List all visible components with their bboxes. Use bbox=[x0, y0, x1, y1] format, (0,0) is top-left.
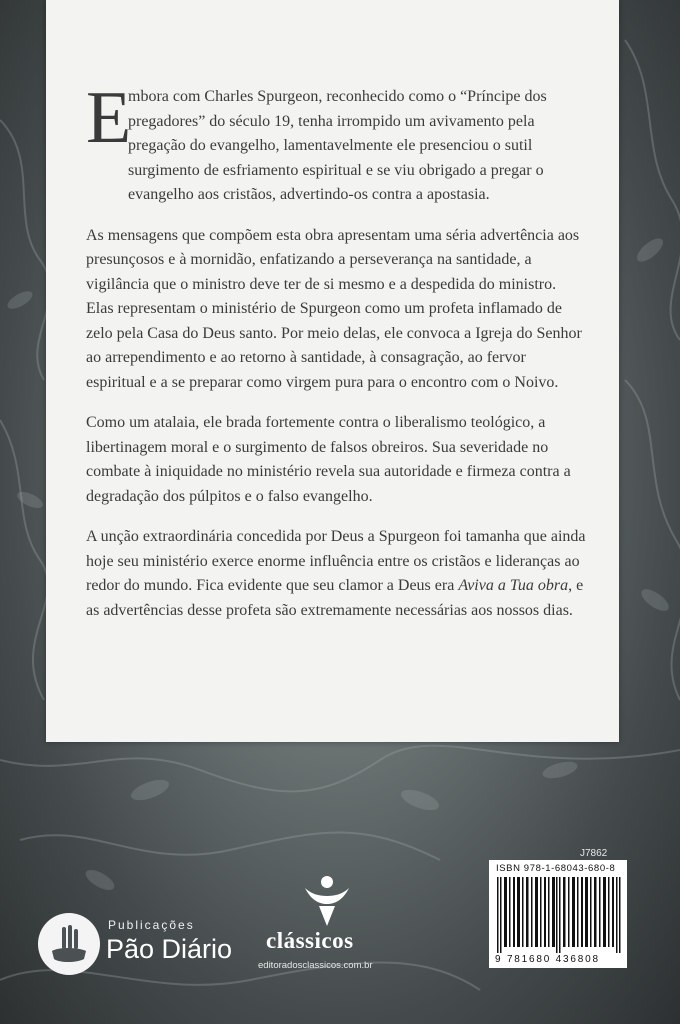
paragraph-4-start: A unção extraordinária concedida por Deus a Spurgeon foi tamanha que ainda hoje seu ministério exerce enorme influência entre os cristãos e lideranças ao redor do mundo. Fica evidente que seu clamor a Deus era bbox=[86, 528, 586, 594]
paragraph-3: Como um atalaia, ele brada fortemente contra o liberalismo teológico, a libertinagem moral e o surgimento de falsos obreiros. Sua severidade no combate à iniquidade no ministério revela sua autoridade e firmeza contra a degradação dos púlpitos e o falso evangelho. bbox=[86, 414, 571, 505]
barcode-digits: 9 781680 436808 bbox=[495, 954, 600, 965]
imprint-url: editoradosclassicos.com.br bbox=[258, 960, 373, 971]
publisher-name: Pão Diário bbox=[106, 934, 233, 964]
paragraph-1-text: mbora com Charles Spurgeon, reconhecido como o “Príncipe dos pregadores” do século 19, tenha irrompido um avivamento pela pregação do evangelho, lamentavelmente ele presenciou o sutil surgimento de esfriamento espiritual e se viu obrigado a pregar o evangelho aos cristãos, advertindo-os contra a apostasia. bbox=[128, 88, 547, 203]
paragraph-2: As mensagens que compõem esta obra apresentam uma séria advertência aos presunçosos e à mornidão, enfatizando a perseverança na santidade, a vigilância que o ministro deve ter de si mesmo e a despedida do ministro. Elas representam o ministério de Spurgeon como um profeta inflamado de zelo pela Casa do Deus santo. Por meio delas, ele convoca a Igreja do Senhor ao arrependimento e ao retorno à santidade, à consagração, ao fervor espiritual e a se preparar como virgem pura para o encontro com o Noivo. bbox=[86, 226, 582, 391]
isbn-barcode bbox=[489, 860, 627, 968]
job-code: J7862 bbox=[580, 848, 608, 859]
text-panel bbox=[46, 0, 619, 742]
classicos-emblem-icon bbox=[297, 870, 357, 930]
paragraph-4-italic: Aviva a Tua obra bbox=[458, 577, 569, 594]
paragraph-1 bbox=[86, 77, 586, 208]
paragraph-4-end: , e as advertências desse profeta são extremamente necessárias aos nossos dias. bbox=[86, 577, 584, 619]
paragraph-4 bbox=[86, 525, 586, 623]
barcode-bars bbox=[495, 877, 621, 953]
pao-diario-emblem-icon bbox=[38, 913, 100, 975]
drop-cap: E bbox=[86, 77, 132, 159]
synopsis-text bbox=[86, 77, 586, 639]
isbn-label: ISBN 978-1-68043-680-8 bbox=[496, 863, 616, 874]
publisher-small-text: Publicações bbox=[108, 918, 195, 932]
imprint-name: clássicos bbox=[266, 928, 354, 953]
